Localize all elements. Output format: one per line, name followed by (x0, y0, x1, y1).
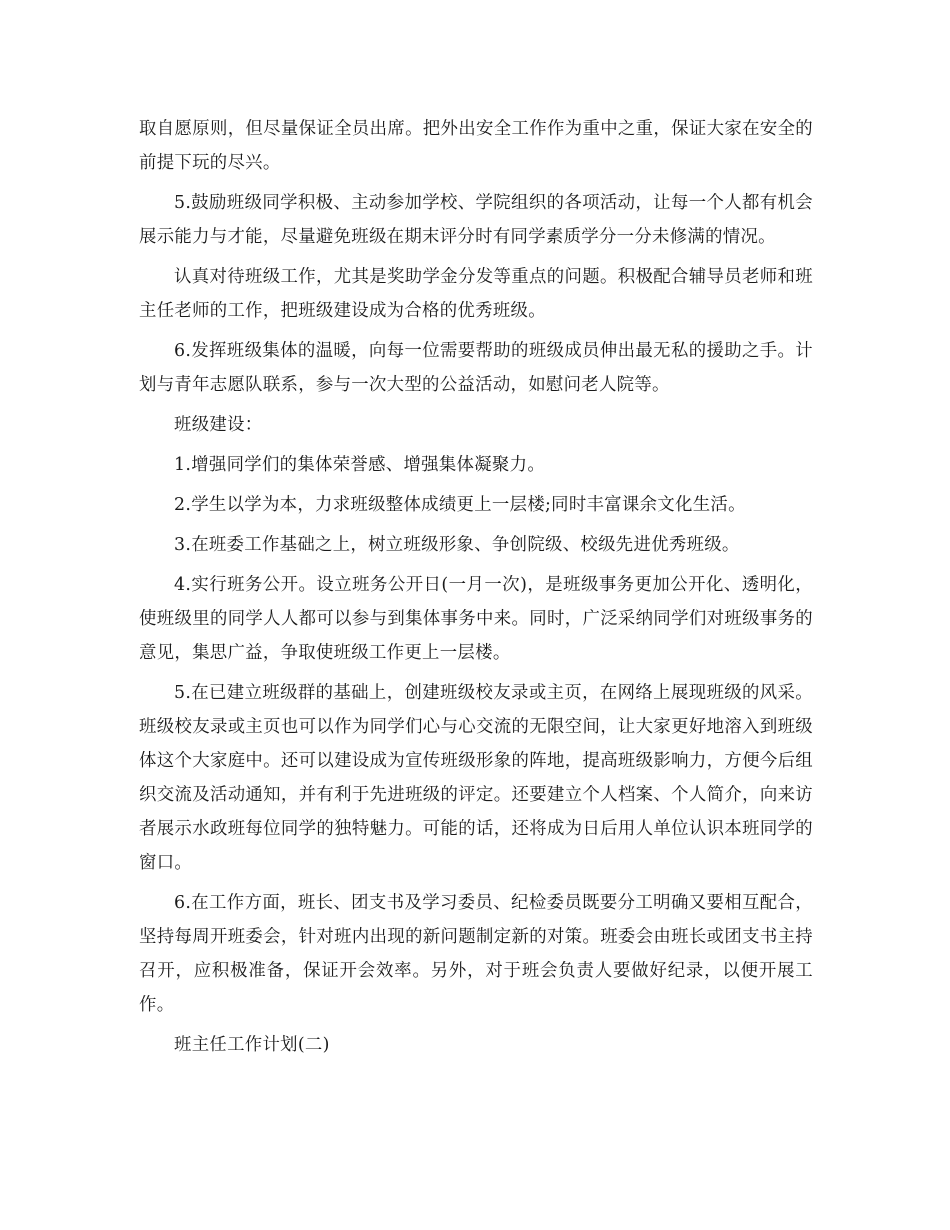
list-item: 5.在已建立班级群的基础上，创建班级校友录或主页，在网络上展现班级的风采。班级校友录或主页也可以作为同学们心与心交流的无限空间，让大家更好地溶入到班级体这个大家庭中。还可以建设成为宣传班级形象的阵地，提高班级影响力，方便今后组织交流及活动通知，并有利于先进班级的评定。还要建立个人档案、个人简介，向来访者展示水政班每位同学的独特魅力。可能的话，还将成为日后用人单位认识本班同学的窗口。 (139, 683, 813, 873)
section-title: 班主任工作计划(二) (174, 1035, 330, 1055)
list-item: 4.实行班务公开。设立班务公开日(一月一次)，是班级事务更加公开化、透明化，使班级里的同学人人都可以参与到集体事务中来。同时，广泛采纳同学们对班级事务的意见，集思广益，争取使班级工作更上一层楼。 (139, 575, 813, 663)
paragraph: 5.鼓励班级同学积极、主动参加学校、学院组织的各项活动，让每一个人都有机会展示能力与才能，尽量避免班级在期末评分时有同学素质学分一分未修满的情况。 (139, 193, 813, 247)
section-heading: 班级建设： (174, 415, 263, 435)
list-item: 3.在班委工作基础之上，树立班级形象、争创院级、校级先进优秀班级。 (174, 535, 740, 555)
paragraph: 取自愿原则，但尽量保证全员出席。把外出安全工作作为重中之重，保证大家在安全的前提下玩的尽兴。 (139, 119, 813, 173)
paragraph: 6.发挥班级集体的温暖，向每一位需要帮助的班级成员伸出最无私的援助之手。计划与青年志愿队联系，参与一次大型的公益活动，如慰问老人院等。 (139, 341, 813, 395)
list-item: 2.学生以学为本，力求班级整体成绩更上一层楼;同时丰富课余文化生活。 (174, 495, 746, 515)
list-item: 1.增强同学们的集体荣誉感、增强集体凝聚力。 (174, 455, 546, 475)
document-page (139, 112, 813, 1068)
paragraph: 认真对待班级工作，尤其是奖助学金分发等重点的问题。积极配合辅导员老师和班主任老师的工作，把班级建设成为合格的优秀班级。 (139, 267, 813, 321)
list-item: 6.在工作方面，班长、团支书及学习委员、纪检委员既要分工明确又要相互配合，坚持每周开班委会，针对班内出现的新问题制定新的对策。班委会由班长或团支书主持召开，应积极准备，保证开会效率。另外，对于班会负责人要做好纪录，以便开展工作。 (139, 893, 813, 1015)
